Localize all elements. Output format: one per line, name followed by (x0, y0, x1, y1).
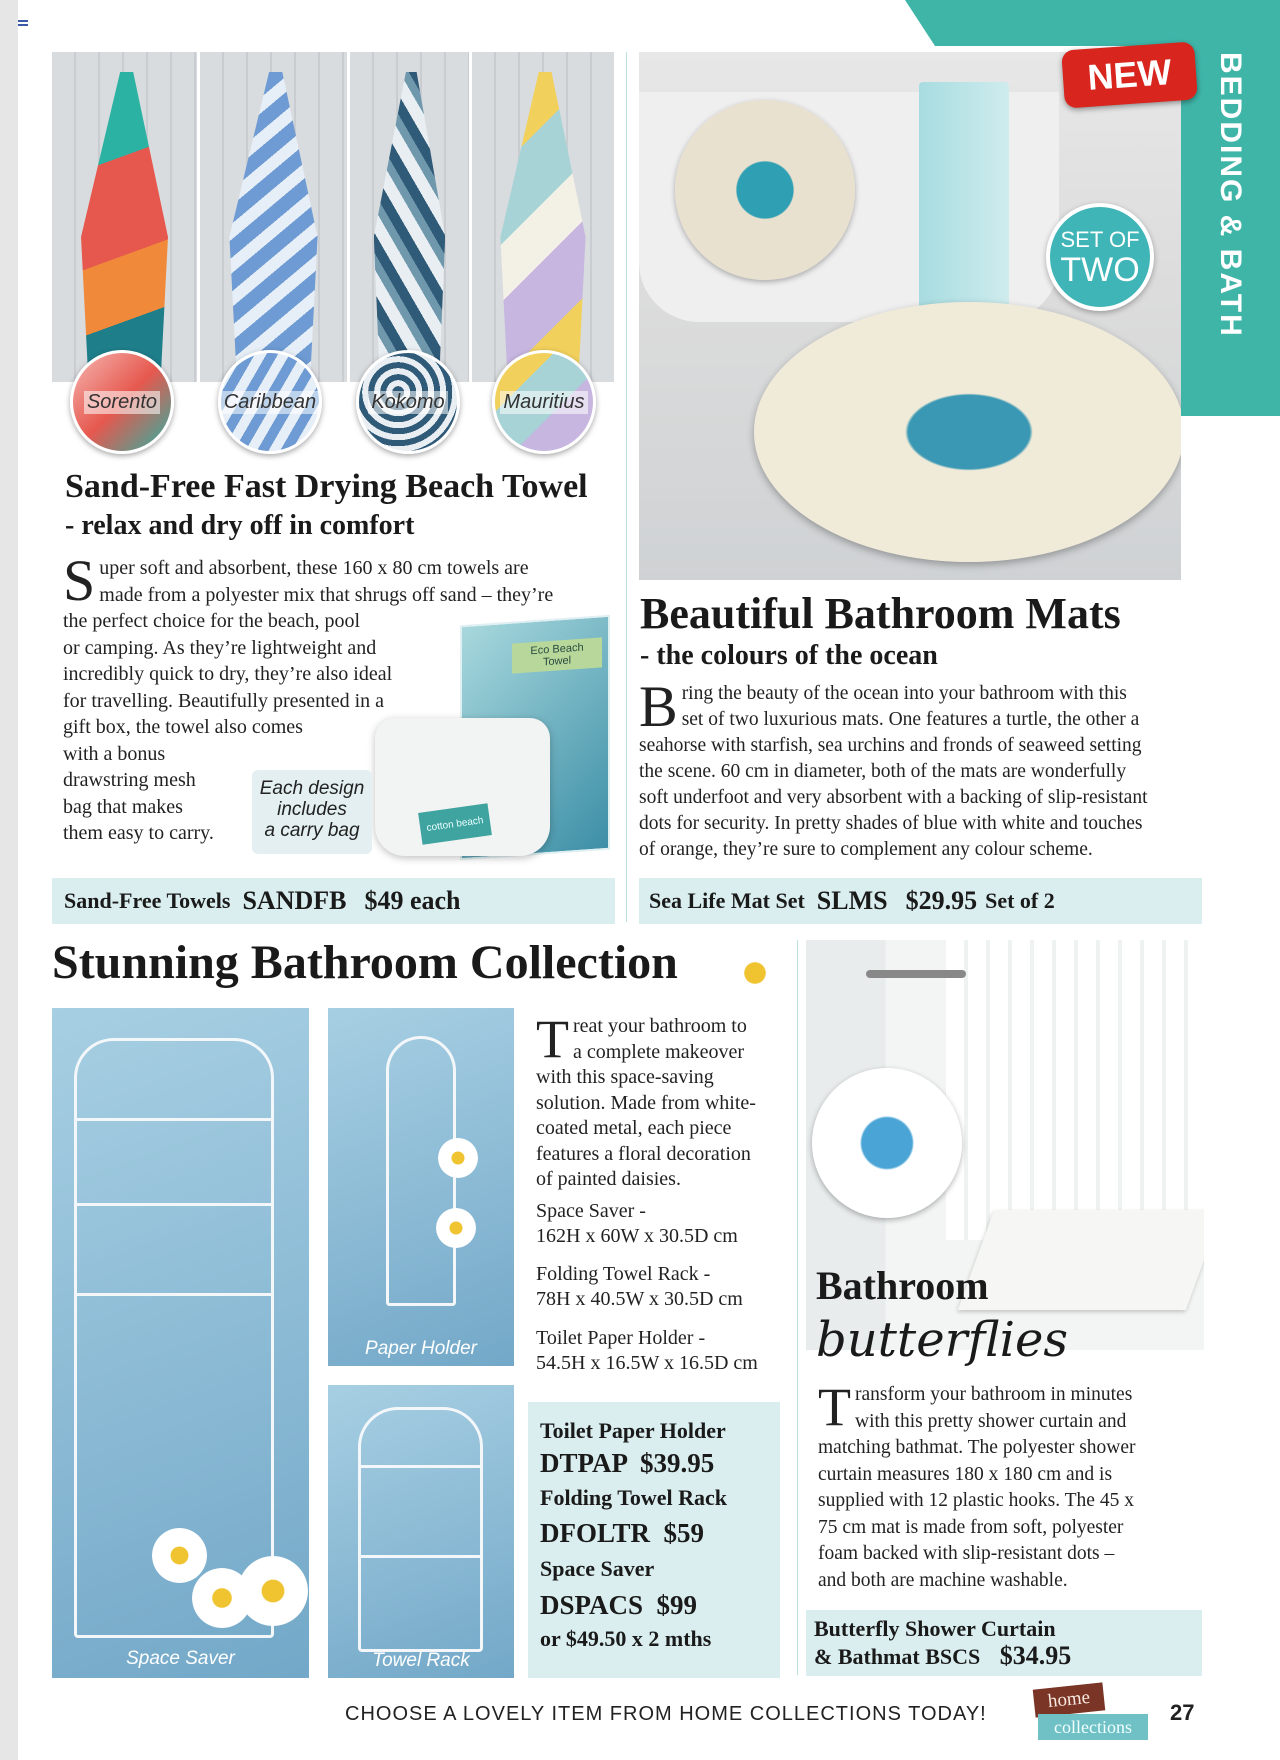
text-line: them easy to carry. (63, 822, 214, 844)
towel-bar-image (866, 970, 966, 978)
price-amount: $34.95 (999, 1641, 1072, 1670)
callout-line: Each design (259, 778, 365, 799)
drop-cap: S (63, 548, 96, 613)
swatch-mauritius (492, 350, 596, 454)
towel-image (374, 72, 445, 372)
footer-tagline: CHOOSE A LOVELY ITEM FROM HOME COLLECTIONS TODAY! (345, 1703, 987, 1725)
text-line: or camping. As they’re lightweight and (63, 636, 377, 659)
dimension-paper-holder (536, 1326, 798, 1376)
teal-corner-decoration (905, 0, 1280, 46)
text-line: incredibly quick to dry, they’re also ideal (63, 663, 393, 685)
installment-text: or $49.50 x 2 mths (540, 1626, 712, 1651)
price-product-name: Folding Towel Rack (540, 1485, 728, 1510)
swatch-caribbean (218, 350, 322, 454)
text-line: made from a polyester mix that shrugs off sand – they’re (99, 583, 554, 606)
towel-photo-caribbean (200, 52, 350, 382)
swatch-label: Kokomo (368, 391, 447, 414)
text-line: the perfect choice for the beach, pool (63, 610, 361, 632)
collection-title: Stunning Bathroom Collection (52, 936, 678, 989)
mats-price-bar (639, 878, 1202, 924)
dimension-label: Space Saver - (536, 1200, 646, 1222)
page-edge-strip (0, 0, 18, 1760)
rack-shelf (358, 1465, 483, 1468)
text-line: with this pretty shower curtain and (855, 1410, 1127, 1432)
price-amount: $29.95 (905, 886, 978, 915)
towel-subtitle: - relax and dry off in comfort (65, 510, 415, 541)
price-unit: Set of 2 (985, 888, 1055, 913)
carry-bag-callout (252, 770, 372, 854)
price-amount: $49 each (364, 886, 461, 915)
callout-line: a carry bag (264, 820, 360, 841)
bag-label: cotton beach (418, 803, 492, 844)
daisy-icon (438, 1138, 478, 1178)
daisy-icon (238, 1556, 308, 1626)
towel-photo-kokomo (350, 52, 472, 382)
seahorse-mat-image (754, 302, 1181, 562)
home-collections-logo (1030, 1684, 1152, 1742)
drop-cap: B (639, 674, 678, 739)
towel-price-bar (52, 878, 615, 924)
towel-title: Sand-Free Fast Drying Beach Towel (65, 468, 588, 505)
text-line: dots for security. In pretty shades of blue with white and touches (639, 813, 1143, 834)
text-line: bag that makes (63, 795, 183, 818)
butterfly-bathmat-image (958, 1210, 1204, 1310)
space-saver-photo (52, 1008, 309, 1678)
text-line: uper soft and absorbent, these 160 x 80 cm towels are (99, 557, 529, 579)
hanging-towel-image (919, 82, 1009, 322)
price-product-name: Butterfly Shower Curtain (814, 1616, 1056, 1641)
price-product-code: & Bathmat BSCS (814, 1644, 981, 1669)
text-line: features a floral decoration (536, 1142, 751, 1165)
text-line: a complete makeover (573, 1040, 745, 1063)
towel-image (500, 72, 585, 372)
butterflies-description (818, 1377, 1210, 1594)
text-line: soft underfoot and very absorbent with a backing of slip-resistant (639, 787, 1148, 808)
shower-curtain-image (946, 940, 1204, 1240)
towel-rack-photo (328, 1385, 514, 1678)
text-line: for travelling. Beautifully presented in a (63, 689, 385, 712)
text-line: drawstring mesh (63, 769, 196, 791)
column-divider (626, 52, 627, 922)
towel-photo-mauritius (472, 52, 614, 382)
rack-shelf (358, 1555, 483, 1558)
rack-shelf (74, 1293, 274, 1296)
price-code: SLMS (816, 886, 888, 915)
logo-top-text: home (1033, 1682, 1106, 1717)
text-line: reat your bathroom to (573, 1015, 747, 1037)
text-line: with a bonus (63, 742, 166, 765)
daisy-icon (722, 940, 788, 1006)
price-product-name: Toilet Paper Holder (540, 1418, 726, 1443)
swatch-label: Caribbean (221, 391, 319, 414)
paper-holder-photo (328, 1008, 514, 1366)
towel-image (81, 72, 168, 372)
swatch-label: Sorento (84, 391, 160, 414)
butterfly-inset-image (812, 1068, 962, 1218)
towel-image (229, 72, 317, 372)
daisy-icon (152, 1528, 207, 1583)
rack-shelf (74, 1118, 274, 1121)
text-line: the scene. 60 cm in diameter, both of the mats are wonderfully (639, 761, 1127, 782)
text-line: curtain measures 180 x 180 cm and is (818, 1463, 1113, 1485)
butterflies-script-title: butterflies (816, 1312, 1068, 1368)
collection-price-panel (528, 1402, 780, 1678)
swatch-sorento (70, 350, 174, 454)
space-saver-caption: Space Saver (126, 1648, 235, 1669)
set-of-two-badge (1046, 203, 1154, 311)
callout-line: includes (277, 799, 347, 820)
price-code-amount: DFOLTR $59 (540, 1518, 705, 1548)
mats-description (639, 674, 1199, 863)
dimension-value: 162H x 60W x 30.5D cm (536, 1225, 738, 1247)
price-code-amount: DSPACS $99 (540, 1590, 698, 1620)
mats-subtitle: - the colours of the ocean (640, 640, 938, 671)
text-line: seahorse with starfish, sea urchins and fronds of seaweed setting (639, 735, 1142, 756)
drop-cap: T (536, 1009, 569, 1069)
collection-description (536, 1009, 796, 1193)
text-line: gift box, the towel also comes (63, 716, 303, 738)
swatch-kokomo (356, 350, 460, 454)
towel-photo-sorento (52, 52, 200, 382)
menu-icon (18, 20, 28, 28)
text-line: with this space-saving (536, 1066, 714, 1088)
dimension-space-saver (536, 1199, 796, 1249)
rack-frame (358, 1407, 483, 1652)
turtle-mat-image (675, 100, 855, 280)
dimension-label: Toilet Paper Holder - (536, 1327, 706, 1349)
rack-shelf (74, 1203, 274, 1206)
butterflies-title: Bathroom (816, 1263, 989, 1308)
text-line: of painted daisies. (536, 1168, 681, 1190)
price-product-name: Sea Life Mat Set (649, 888, 805, 913)
butterflies-price-bar (806, 1610, 1202, 1676)
section-tab-label: BEDDING & BATH (1214, 52, 1247, 338)
dimension-label: Folding Towel Rack - (536, 1263, 711, 1285)
badge-line: SET OF (1060, 227, 1140, 252)
logo-bottom-text: collections (1038, 1714, 1148, 1740)
dimension-value: 78H x 40.5W x 30.5D cm (536, 1288, 743, 1310)
section-tab (1180, 46, 1280, 416)
swatch-label: Mauritius (500, 391, 587, 414)
dimension-towel-rack (536, 1262, 796, 1312)
page-number: 27 (1170, 1700, 1195, 1725)
towel-rack-caption: Towel Rack (372, 1650, 470, 1671)
price-code-amount: DTPAP $39.95 (540, 1448, 715, 1478)
daisy-icon (436, 1208, 476, 1248)
text-line: and both are machine washable. (818, 1569, 1068, 1591)
paper-holder-caption: Paper Holder (365, 1338, 477, 1359)
price-product-name: Space Saver (540, 1556, 655, 1581)
text-line: 75 cm mat is made from soft, polyester (818, 1516, 1124, 1538)
mats-title: Beautiful Bathroom Mats (640, 589, 1121, 638)
dimension-value: 54.5H x 16.5W x 16.5D cm (536, 1352, 758, 1374)
text-line: ring the beauty of the ocean into your bathroom with this (681, 683, 1127, 704)
text-line: set of two luxurious mats. One features a turtle, the other a (681, 709, 1140, 730)
text-line: solution. Made from white- (536, 1091, 756, 1114)
new-badge: NEW (1061, 41, 1198, 108)
box-label: Eco Beach Towel (512, 637, 602, 673)
bathroom-mats-photo (639, 52, 1181, 580)
text-line: coated metal, each piece (536, 1117, 732, 1139)
text-line: foam backed with slip-resistant dots – (818, 1543, 1115, 1564)
text-line: matching bathmat. The polyester shower (818, 1437, 1136, 1458)
text-line: supplied with 12 plastic hooks. The 45 x (818, 1490, 1134, 1511)
price-code: SANDFB (242, 886, 347, 915)
badge-line: TWO (1060, 251, 1140, 289)
price-product-name: Sand-Free Towels (64, 888, 231, 913)
column-divider (797, 940, 798, 1675)
text-line: of orange, they’re sure to complement any colour scheme. (639, 839, 1093, 860)
text-line: ransform your bathroom in minutes (855, 1384, 1133, 1405)
drop-cap: T (818, 1377, 851, 1437)
